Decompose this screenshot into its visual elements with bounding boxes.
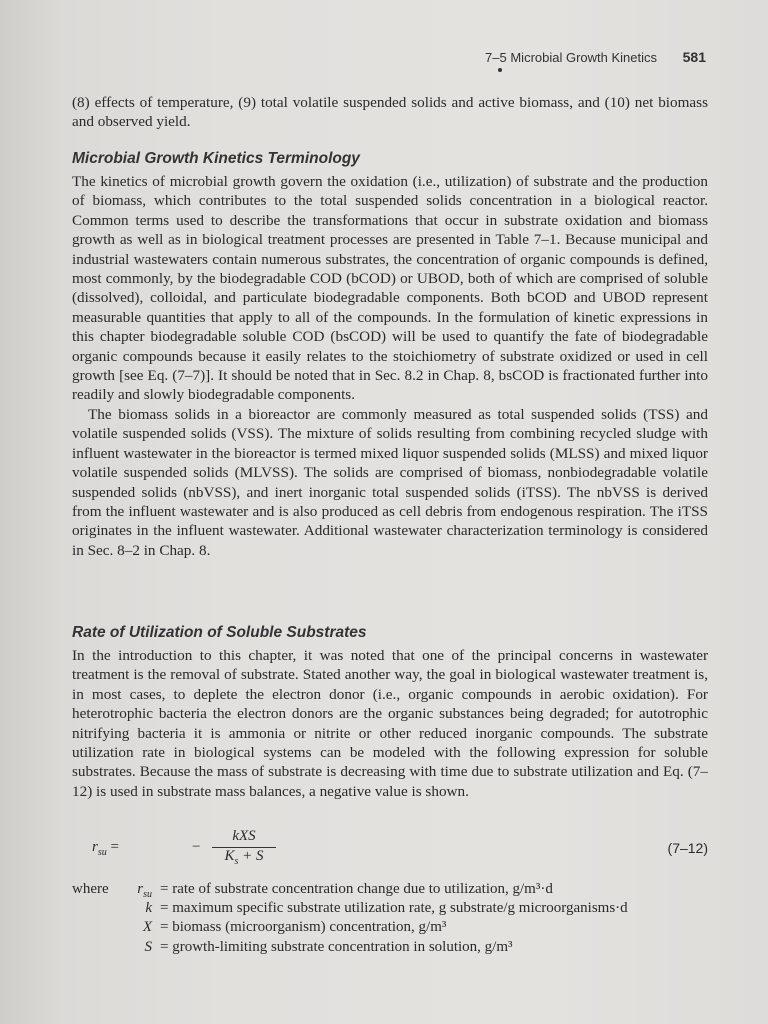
equation-number: (7–12) [667,840,708,856]
definition-text: = maximum specific substrate utilization rate, g substrate/g microorganisms·d [160,900,628,917]
definition-row: S = growth-limiting substrate concentration in solution, g/m³ [72,938,708,957]
definition-row: X = biomass (microorganism) concentration, g/m³ [72,918,708,937]
equation-sign: − [192,839,201,855]
equation-denominator: $K_s + S$ [224,848,264,867]
heading-utilization: Rate of Utilization of Soluble Substrates [72,624,367,641]
terminology-paragraph-1: The kinetics of microbial growth govern the oxidation (i.e., utilization) of substrate and the production of biomass, which contributes to the total suspended solids concentration in a biological reactor. Common terms used to describe the transformations that occur in substrate oxidation and biomass growth as well as in biological treatment processes are presented in Table 7–1. Because municipal and industrial wastewaters contain numerous substrates, the concentration of organic compounds is defined, most commonly, by the biodegradable COD (bCOD) or UBOD, both of which are comprised of soluble (dissolved), colloidal, and particulate biodegradable components. Both bCOD and UBOD represent measurable quantities that apply to all of the compounds. In the formulation of kinetic expressions in this chapter biodegradable soluble COD (bsCOD) will be used to quantify the fate of biodegradable organic compounds because it easily relates to the stoichiometry of substrate oxidized or used in cell growth [see Eq. (7–7)]. It should be noted that in Sec. 8.2 in Chap. 8, bsCOD is fractionated further into readily and slowly biodegradable components. [72,173,708,404]
equation-7-12 [72,828,708,872]
intro-paragraph: (8) effects of temperature, (9) total volatile suspended solids and active biomass, and (10) net biomass and observed yield. [72,94,708,131]
section-terminology [72,150,708,560]
definitions-list [72,880,708,957]
equation-numerator: kXS [212,828,276,848]
intro-paragraph-block [72,93,708,132]
definition-text: = growth-limiting substrate concentration in solution, g/m³ [160,938,513,955]
section-title: 7–5 Microbial Growth Kinetics [485,50,658,65]
equation-lhs: $r_{su}$ = [92,839,119,858]
heading-terminology: Microbial Growth Kinetics Terminology [72,150,360,167]
page-number: 581 [682,49,706,65]
bullet-mark [498,68,502,72]
running-header [485,49,706,65]
definition-row: k = maximum specific substrate utilization rate, g substrate/g microorganisms·d [72,899,708,918]
definitions-lead: where [72,881,109,897]
section-utilization [72,624,708,801]
definition-row: where $r_{su}$ = rate of substrate concentration change due to utilization, g/m³·d [72,880,708,899]
definition-text: = biomass (microorganism) concentration, g/m³ [160,919,447,936]
terminology-paragraph-2: The biomass solids in a bioreactor are commonly measured as total suspended solids (TSS) and volatile suspended solids (VSS). The mixture of solids resulting from combining recycled sludge with influent wastewater in the bioreactor is termed mixed liquor suspended solids (MLSS) and mixed liquor volatile suspended solids (MLVSS). The solids are comprised of biomass, nonbiodegradable volatile suspended solids (nbVSS), and inert inorganic total suspended solids (iTSS). The nbVSS is derived from the influent wastewater and is also produced as cell debris from endogenous respiration. The iTSS originates in the influent wastewater. Additional wastewater characterization terminology is considered in Sec. 8–2 in Chap. 8. [72,405,708,559]
utilization-paragraph: In the introduction to this chapter, it was noted that one of the principal concerns in wastewater treatment is the removal of substrate. Stated another way, the goal in biological wastewater treatment is, in most cases, to deplete the electron donor (i.e., organic compounds in aerobic oxidation). For heterotrophic bacteria the electron donors are the organic substances being degraded; for autotrophic nitrifying bacteria it is ammonia or nitrite or other reduced inorganic compounds. The substrate utilization rate in biological systems can be modeled with the following expression for soluble substrates. Because the mass of substrate is decreasing with time due to substrate utilization and Eq. (7–12) is used in substrate mass balances, a negative value is shown. [72,647,708,800]
equation-fraction [212,828,276,867]
definition-text: = rate of substrate concentration change due to utilization, g/m³·d [160,881,553,897]
